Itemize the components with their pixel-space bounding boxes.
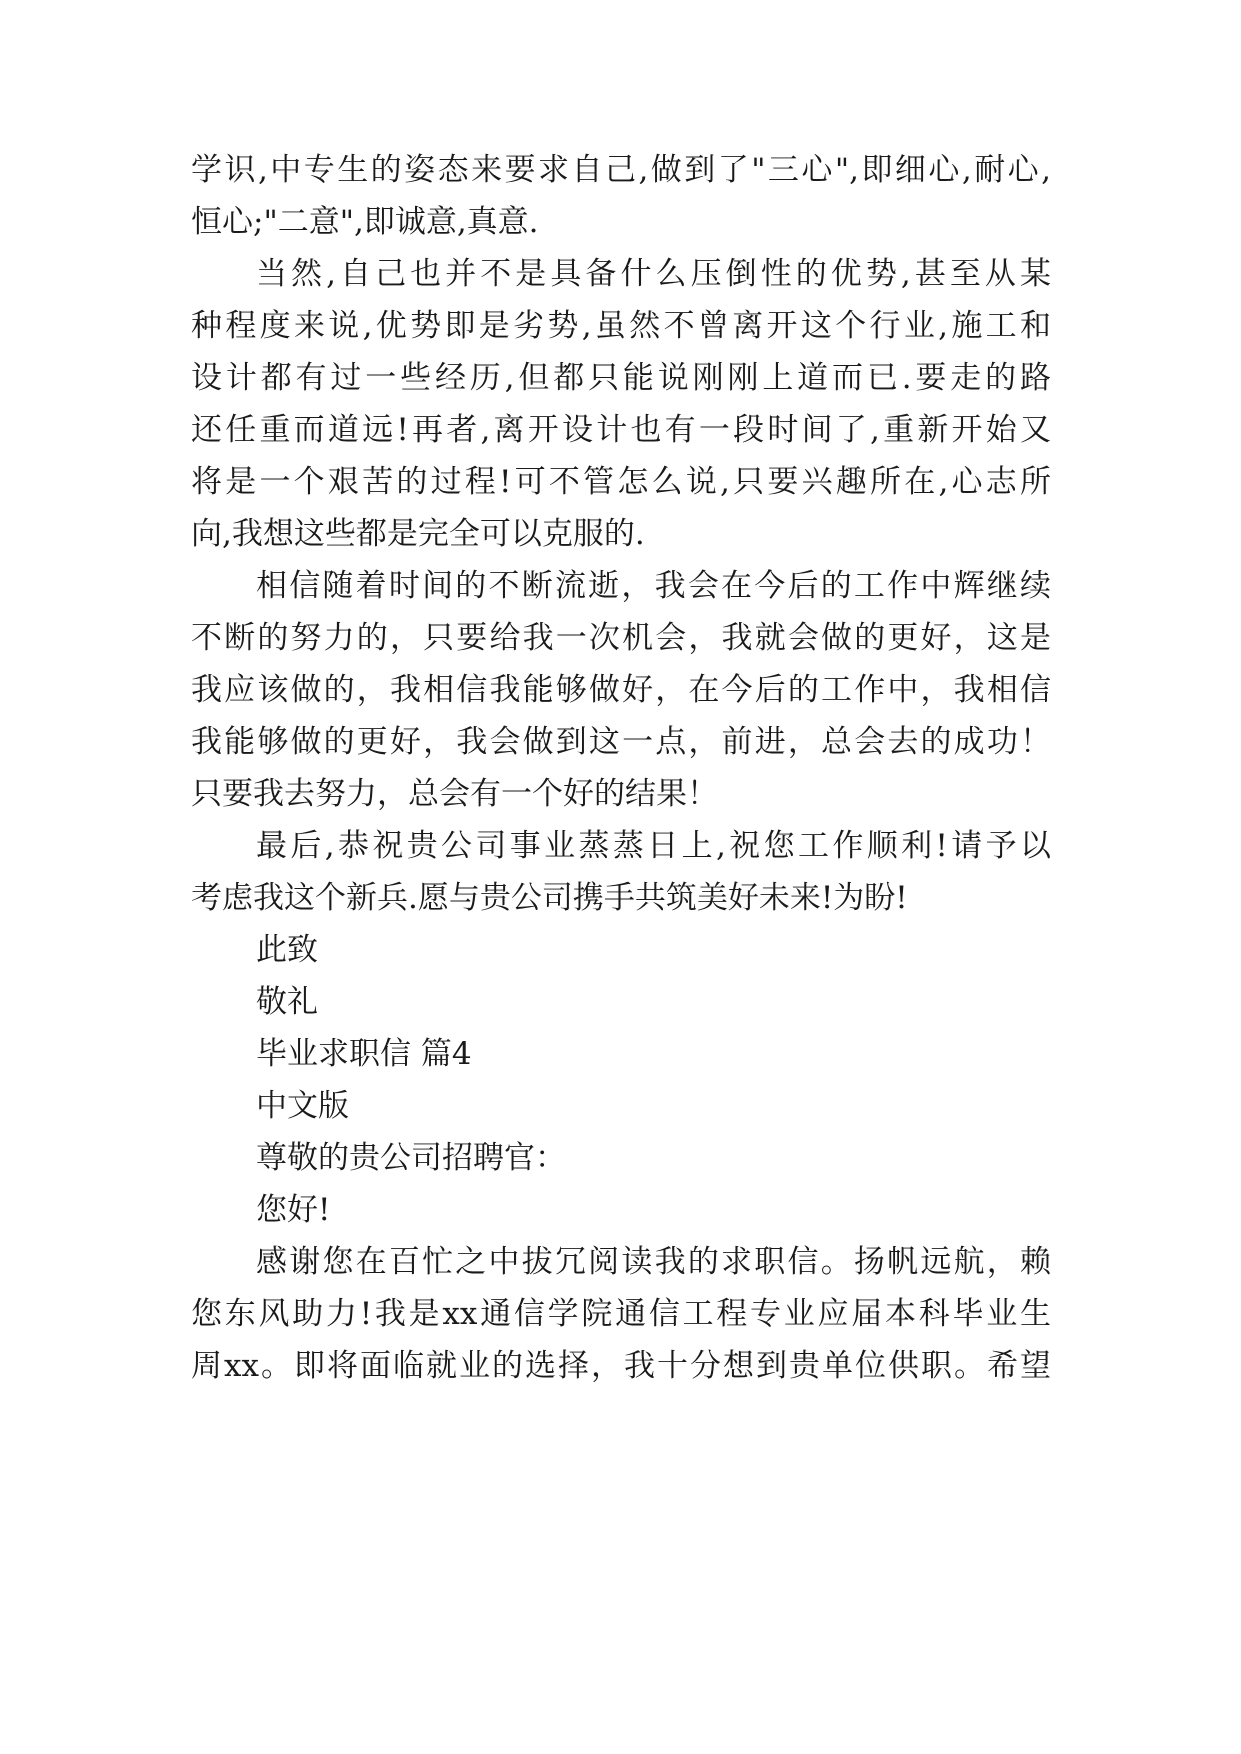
text-line: 种程度来说,优势即是劣势,虽然不曾离开这个行业,施工和 [191,308,1051,344]
text-line: 当然,自己也并不是具备什么压倒性的优势,甚至从某 [256,256,1051,292]
closing-salutation: 此致 [256,932,318,968]
text-line: 相信随着时间的不断流逝，我会在今后的工作中辉继续 [256,568,1051,604]
text-line: 最后,恭祝贵公司事业蒸蒸日上,祝您工作顺利!请予以 [256,828,1051,864]
text-line: 感谢您在百忙之中拔冗阅读我的求职信。扬帆远航，赖 [256,1244,1051,1280]
text-line: 我能够做的更好，我会做到这一点，前进，总会去的成功！ [191,724,1051,760]
text-line: 还任重而道远!再者,离开设计也有一段时间了,重新开始又 [191,412,1051,448]
text-line: 我应该做的，我相信我能够做好，在今后的工作中，我相信 [191,672,1051,708]
text-line: 不断的努力的，只要给我一次机会，我就会做的更好，这是 [191,620,1051,656]
closing-regards: 敬礼 [256,984,318,1020]
text-line: 考虑我这个新兵.愿与贵公司携手共筑美好未来!为盼! [191,880,908,916]
version-label: 中文版 [256,1088,349,1124]
text-line: 设计都有过一些经历,但都只能说刚刚上道而已.要走的路 [191,360,1051,396]
section-heading: 毕业求职信 篇4 [256,1036,472,1072]
letter-recipient: 尊敬的贵公司招聘官： [256,1140,566,1176]
text-line: 将是一个艰苦的过程!可不管怎么说,只要兴趣所在,心志所 [191,464,1051,500]
text-line: 只要我去努力，总会有一个好的结果！ [191,776,718,812]
text-line: 恒心;"二意",即诚意,真意. [191,204,539,240]
letter-greeting: 您好! [256,1192,331,1228]
text-line: 学识,中专生的姿态来要求自己,做到了"三心",即细心,耐心, [191,152,1051,188]
text-line: 周xx。即将面临就业的选择，我十分想到贵单位供职。希望 [191,1348,1051,1384]
text-line: 您东风助力!我是xx通信学院通信工程专业应届本科毕业生 [191,1296,1051,1332]
text-line: 向,我想这些都是完全可以克服的. [191,516,645,552]
